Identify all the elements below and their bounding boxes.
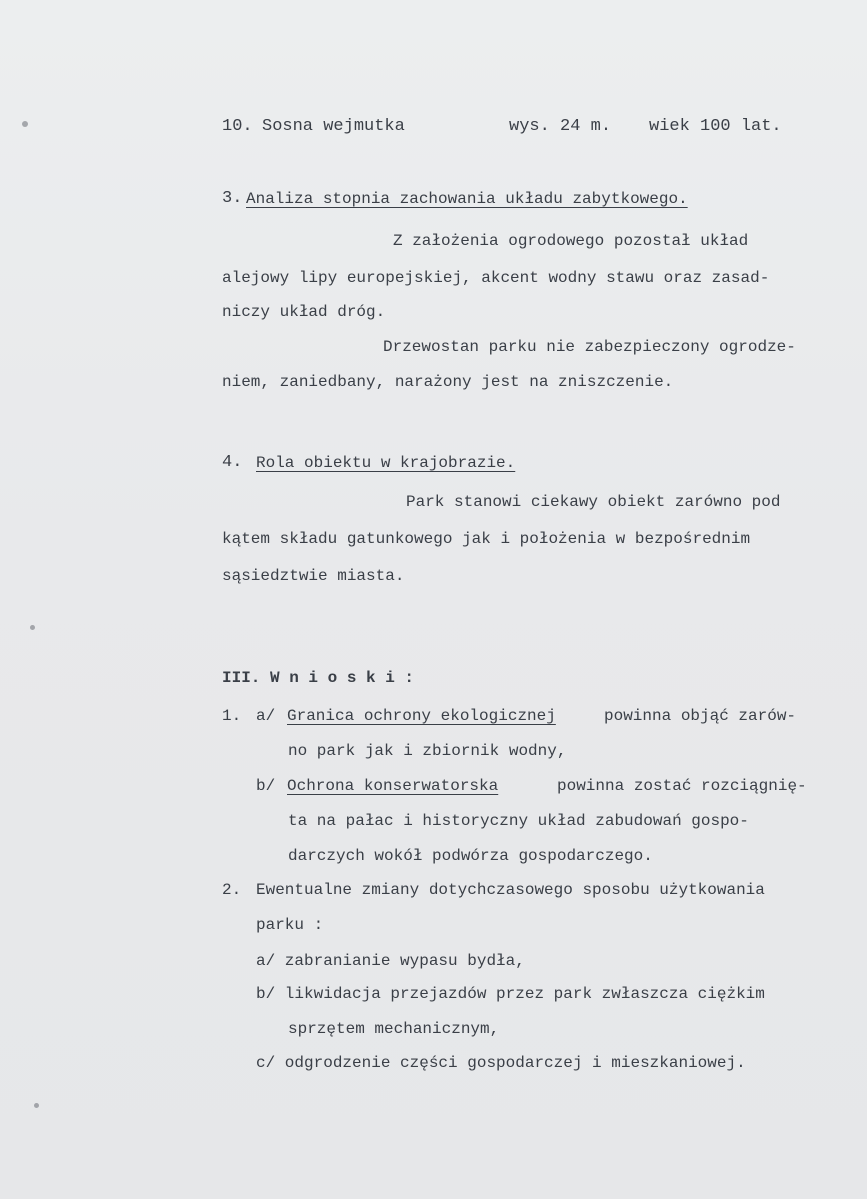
tree-entry-height: wys. 24 m.	[509, 117, 612, 136]
conclusion1-b-line3: darczych wokół podwórza gospodarczego.	[288, 847, 653, 865]
conclusion1-a-rest: powinna objąć zarów-	[604, 707, 797, 725]
section4-number: 4.	[222, 453, 243, 472]
section4-heading: Rola obiektu w krajobrazie.	[256, 454, 516, 472]
conclusion1-number: 1.	[222, 707, 242, 725]
section3-line: niem, zaniedbany, narażony jest na zniszczenie.	[222, 373, 674, 391]
conclusion1-b-underlined: Ochrona konserwatorska	[287, 777, 499, 795]
section4-line: Park stanowi ciekawy obiekt zarówno pod	[406, 493, 781, 511]
punch-hole-mark	[22, 121, 28, 127]
section4-line: kątem składu gatunkowego jak i położenia w bezpośrednim	[222, 530, 751, 548]
conclusions-heading: III. W n i o s k i :	[222, 669, 415, 687]
conclusion2-b-line1: b/ likwidacja przejazdów przez park zwłaszcza ciężkim	[256, 985, 765, 1003]
tree-entry-age: wiek 100 lat.	[649, 117, 782, 136]
conclusion1-a-prefix: a/	[256, 707, 276, 725]
section4-line: sąsiedztwie miasta.	[222, 567, 405, 585]
tree-entry-name: Sosna wejmutka	[262, 117, 405, 136]
conclusion2-number: 2.	[222, 881, 242, 899]
section3-heading: Analiza stopnia zachowania układu zabytkowego.	[246, 190, 688, 208]
conclusion2-line1: Ewentualne zmiany dotychczasowego sposobu użytkowania	[256, 881, 765, 899]
tree-entry-number: 10.	[222, 117, 253, 136]
conclusion2-line2: parku :	[256, 916, 324, 934]
conclusion2-b-line2: sprzętem mechanicznym,	[288, 1020, 500, 1038]
punch-hole-mark	[30, 625, 35, 630]
conclusion2-a: a/ zabranianie wypasu bydła,	[256, 952, 525, 970]
section3-line: alejowy lipy europejskiej, akcent wodny stawu oraz zasad-	[222, 269, 770, 287]
conclusion1-b-line2: ta na pałac i historyczny układ zabudowań gospo-	[288, 812, 749, 830]
section3-number: 3.	[222, 189, 243, 208]
section3-line: Z założenia ogrodowego pozostał układ	[393, 232, 749, 250]
conclusion1-a-underlined: Granica ochrony ekologicznej	[287, 707, 556, 725]
section3-line: niczy układ dróg.	[222, 303, 386, 321]
conclusion1-b-rest: powinna zostać rozciągnię-	[557, 777, 807, 795]
conclusion2-c: c/ odgrodzenie części gospodarczej i mieszkaniowej.	[256, 1054, 746, 1072]
conclusion1-b-prefix: b/	[256, 777, 276, 795]
punch-hole-mark	[34, 1103, 39, 1108]
section3-line: Drzewostan parku nie zabezpieczony ogrodze-	[383, 338, 796, 356]
conclusion1-a-line2: no park jak i zbiornik wodny,	[288, 742, 567, 760]
